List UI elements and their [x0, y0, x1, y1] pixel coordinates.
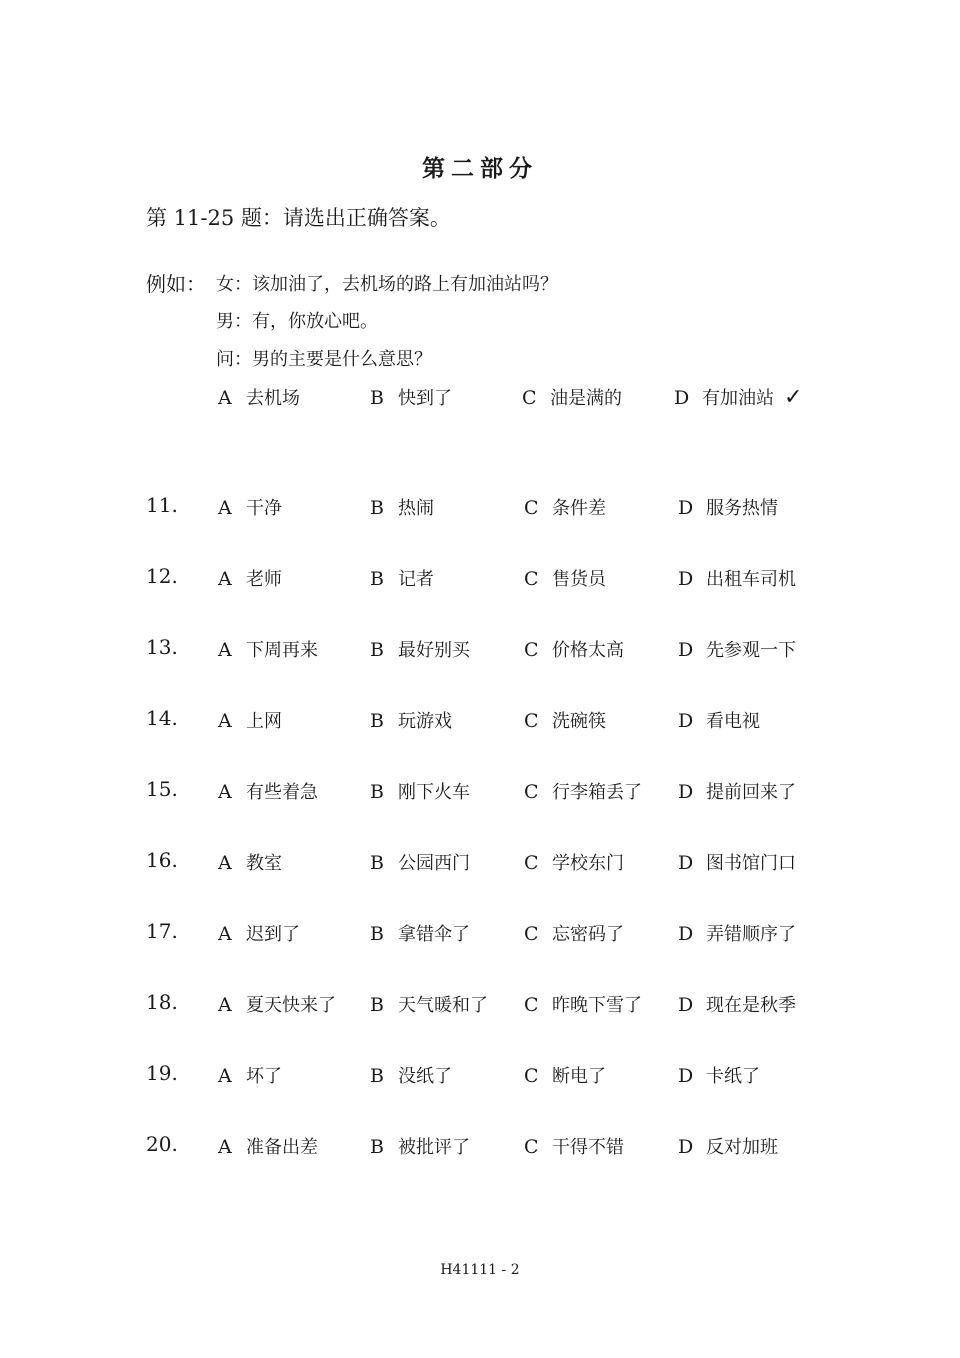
- option-letter: C: [524, 639, 539, 661]
- option-letter: B: [370, 1136, 384, 1158]
- question-option-b: [370, 494, 434, 520]
- question-option-d: [678, 1062, 760, 1088]
- option-letter: B: [370, 994, 384, 1016]
- option-text: 先参观一下: [706, 640, 796, 661]
- question-number: 19.: [146, 1061, 178, 1085]
- option-text: 记者: [398, 569, 434, 590]
- option-text: 热闹: [398, 498, 434, 519]
- question-number: 13.: [146, 635, 178, 659]
- option-letter: A: [218, 994, 232, 1016]
- option-text: 快到了: [398, 388, 452, 409]
- option-text: 昨晚下雪了: [552, 995, 642, 1016]
- example-option-b: [370, 384, 452, 410]
- question-option-d: [678, 494, 778, 520]
- option-text: 坏了: [246, 1066, 282, 1087]
- question-option-c: [524, 565, 606, 591]
- option-text: 现在是秋季: [706, 995, 796, 1016]
- option-letter: C: [524, 923, 539, 945]
- example-option-d: [674, 384, 802, 410]
- question-number: 14.: [146, 706, 178, 730]
- option-letter: D: [674, 387, 690, 409]
- option-text: 玩游戏: [398, 711, 452, 732]
- question-option-c: [524, 707, 606, 733]
- question-option-b: [370, 849, 470, 875]
- option-text: 图书馆门口: [706, 853, 796, 874]
- example-woman-line: 女：该加油了，去机场的路上有加油站吗？: [216, 274, 558, 295]
- option-letter: C: [524, 994, 539, 1016]
- question-option-b: [370, 920, 470, 946]
- option-letter: C: [524, 497, 539, 519]
- question-option-d: [678, 636, 796, 662]
- question-option-b: [370, 707, 452, 733]
- option-letter: C: [524, 1065, 539, 1087]
- example-man-line: 男：有，你放心吧。: [216, 311, 378, 332]
- option-text: 学校东门: [552, 853, 624, 874]
- question-option-a: [218, 707, 282, 733]
- question-option-c: [524, 1133, 624, 1159]
- option-letter: D: [678, 1065, 694, 1087]
- option-text: 洗碗筷: [552, 711, 606, 732]
- option-text: 最好别买: [398, 640, 470, 661]
- option-letter: C: [524, 781, 539, 803]
- question-number: 17.: [146, 919, 178, 943]
- option-letter: B: [370, 923, 384, 945]
- option-text: 卡纸了: [706, 1066, 760, 1087]
- question-option-d: [678, 1133, 778, 1159]
- option-text: 去机场: [246, 388, 300, 409]
- option-text: 油是满的: [550, 388, 622, 409]
- option-letter: C: [524, 710, 539, 732]
- option-text: 干净: [246, 498, 282, 519]
- option-text: 没纸了: [398, 1066, 452, 1087]
- option-letter: B: [370, 852, 384, 874]
- option-letter: C: [524, 852, 539, 874]
- option-text: 被批评了: [398, 1137, 470, 1158]
- question-option-d: [678, 991, 796, 1017]
- page-footer: H41111 - 2: [440, 1262, 520, 1278]
- question-option-c: [524, 920, 624, 946]
- option-letter: A: [218, 710, 232, 732]
- option-text: 准备出差: [246, 1137, 318, 1158]
- option-letter: A: [218, 852, 232, 874]
- option-letter: D: [678, 639, 694, 661]
- option-text: 看电视: [706, 711, 760, 732]
- question-option-b: [370, 1133, 470, 1159]
- question-option-b: [370, 1062, 452, 1088]
- example-question: 问：男的主要是什么意思？: [216, 349, 432, 370]
- question-number: 11.: [146, 493, 178, 517]
- example-option-a: [218, 384, 300, 410]
- option-letter: A: [218, 497, 232, 519]
- question-option-c: [524, 636, 624, 662]
- example-option-c: [522, 384, 622, 410]
- question-option-c: [524, 1062, 606, 1088]
- option-letter: A: [218, 568, 232, 590]
- question-option-d: [678, 778, 796, 804]
- question-option-d: [678, 707, 760, 733]
- question-number: 20.: [146, 1132, 178, 1156]
- question-option-a: [218, 494, 282, 520]
- option-letter: D: [678, 994, 694, 1016]
- question-option-a: [218, 565, 282, 591]
- option-text: 提前回来了: [706, 782, 796, 803]
- question-option-a: [218, 991, 336, 1017]
- option-text: 天气暖和了: [398, 995, 488, 1016]
- option-text: 迟到了: [246, 924, 300, 945]
- question-number: 15.: [146, 777, 178, 801]
- question-option-d: [678, 849, 796, 875]
- question-option-a: [218, 849, 282, 875]
- question-option-c: [524, 778, 642, 804]
- question-number: 16.: [146, 848, 178, 872]
- option-text: 教室: [246, 853, 282, 874]
- option-text: 干得不错: [552, 1137, 624, 1158]
- option-text: 有加油站: [702, 388, 774, 409]
- option-text: 刚下火车: [398, 782, 470, 803]
- option-text: 价格太高: [552, 640, 624, 661]
- option-letter: B: [370, 497, 384, 519]
- check-mark-icon: ✓: [784, 385, 803, 410]
- option-text: 弄错顺序了: [706, 924, 796, 945]
- option-letter: B: [370, 387, 384, 409]
- option-letter: D: [678, 781, 694, 803]
- option-text: 下周再来: [246, 640, 318, 661]
- option-text: 拿错伞了: [398, 924, 470, 945]
- option-text: 上网: [246, 711, 282, 732]
- option-letter: A: [218, 923, 232, 945]
- option-text: 断电了: [552, 1066, 606, 1087]
- option-text: 条件差: [552, 498, 606, 519]
- option-letter: A: [218, 1065, 232, 1087]
- option-text: 夏天快来了: [246, 995, 336, 1016]
- example-label: 例如：: [146, 272, 206, 296]
- question-option-b: [370, 991, 488, 1017]
- option-text: 忘密码了: [552, 924, 624, 945]
- question-option-c: [524, 849, 624, 875]
- question-option-a: [218, 778, 318, 804]
- question-option-c: [524, 494, 606, 520]
- option-letter: B: [370, 1065, 384, 1087]
- option-letter: A: [218, 639, 232, 661]
- page-title: 第二部分: [422, 155, 538, 182]
- question-option-a: [218, 636, 318, 662]
- question-number: 12.: [146, 564, 178, 588]
- option-letter: B: [370, 639, 384, 661]
- option-text: 有些着急: [246, 782, 318, 803]
- option-letter: B: [370, 781, 384, 803]
- option-letter: D: [678, 710, 694, 732]
- option-text: 售货员: [552, 569, 606, 590]
- question-number: 18.: [146, 990, 178, 1014]
- question-option-c: [524, 991, 642, 1017]
- question-option-a: [218, 1133, 318, 1159]
- option-letter: D: [678, 852, 694, 874]
- option-letter: A: [218, 1136, 232, 1158]
- instruction: 第 11-25 题：请选出正确答案。: [146, 206, 451, 230]
- option-letter: B: [370, 710, 384, 732]
- option-letter: D: [678, 568, 694, 590]
- option-letter: C: [522, 387, 537, 409]
- option-text: 公园西门: [398, 853, 470, 874]
- option-letter: B: [370, 568, 384, 590]
- option-letter: D: [678, 497, 694, 519]
- option-letter: A: [218, 387, 232, 409]
- option-text: 服务热情: [706, 498, 778, 519]
- option-text: 反对加班: [706, 1137, 778, 1158]
- option-text: 行李箱丢了: [552, 782, 642, 803]
- question-option-b: [370, 778, 470, 804]
- option-letter: C: [524, 568, 539, 590]
- option-letter: A: [218, 781, 232, 803]
- question-option-a: [218, 920, 300, 946]
- question-option-a: [218, 1062, 282, 1088]
- option-text: 老师: [246, 569, 282, 590]
- option-text: 出租车司机: [706, 569, 796, 590]
- question-option-b: [370, 565, 434, 591]
- option-letter: C: [524, 1136, 539, 1158]
- option-letter: D: [678, 1136, 694, 1158]
- question-option-d: [678, 920, 796, 946]
- question-option-b: [370, 636, 470, 662]
- option-letter: D: [678, 923, 694, 945]
- question-option-d: [678, 565, 796, 591]
